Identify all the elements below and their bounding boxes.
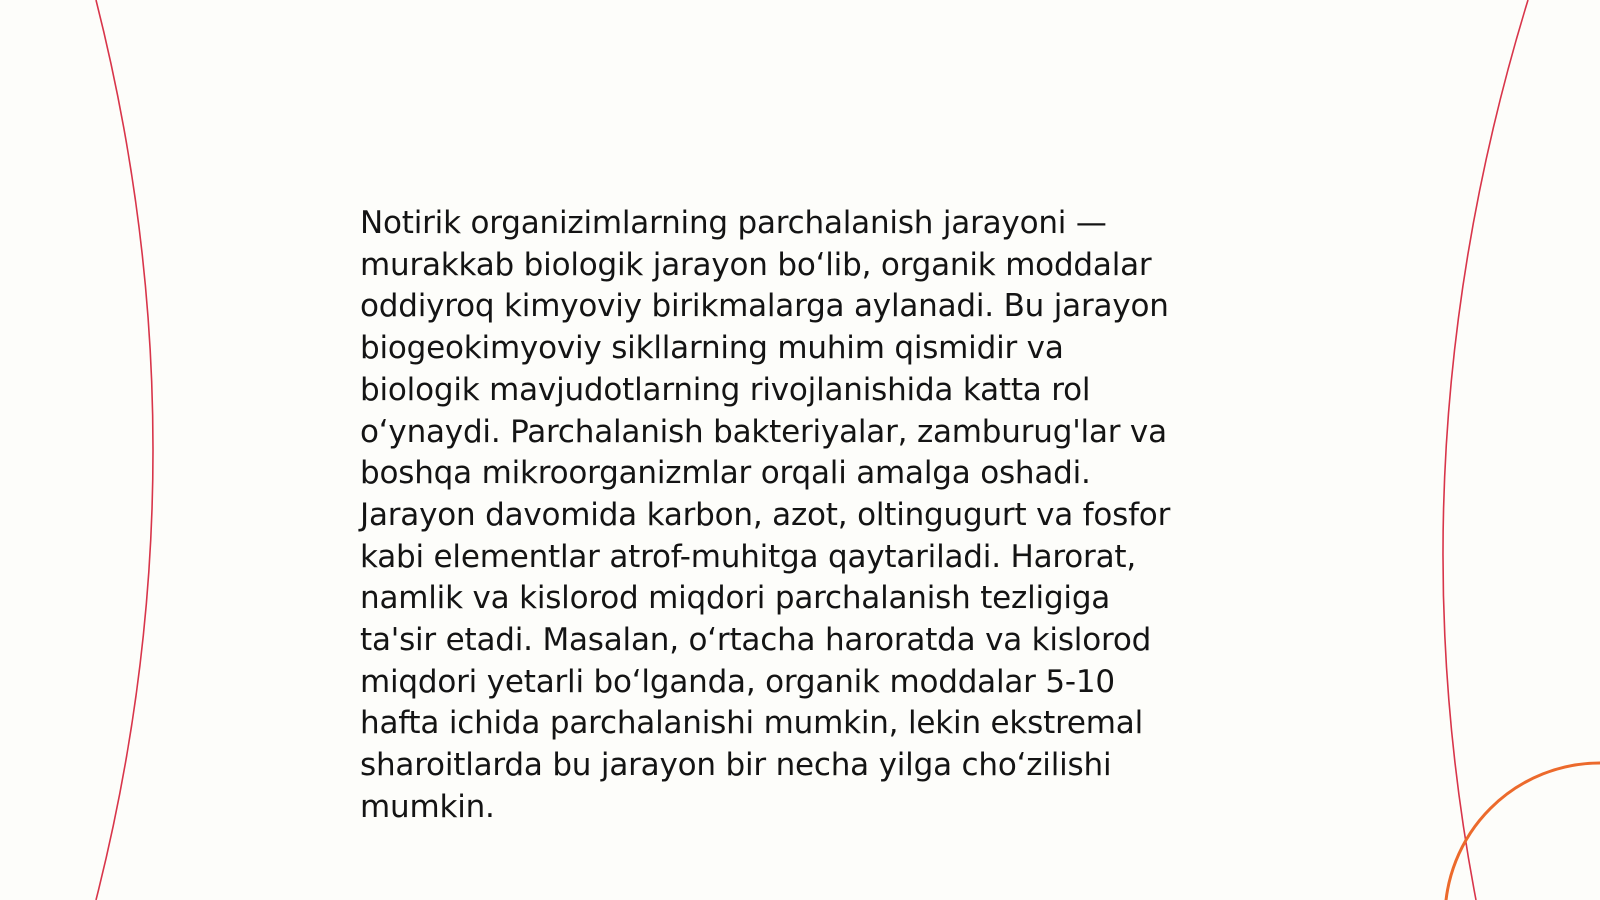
- corner-circle-arc: [1445, 763, 1600, 900]
- body-paragraph: Notirik organizimlarning parchalanish jarayoni — murakkab biologik jarayon bo‘lib, organik moddalar oddiyroq kimyoviy birikmalarga aylanadi. Bu jarayon biogeokimyoviy sikllarning muhim qismidir va biologik mavjudotlarning rivojlanishida katta rol o‘ynaydi. Parchalanish bakteriyalar, zamburug'lar va boshqa mikroorganizmlar orqali amalga oshadi. Jarayon davomida karbon, azot, oltingugurt va fosfor kabi elementlar atrof-muhitga qaytariladi. Harorat, namlik va kislorod miqdori parchalanish tezligiga ta'sir etadi. Masalan, o‘rtacha haroratda va kislorod miqdori yetarli bo‘lganda, organik moddalar 5-10 hafta ichida parchalanishi mumkin, lekin ekstremal sharoitlarda bu jarayon bir necha yilga cho‘zilishi mumkin.: [360, 205, 1171, 825]
- left-arc: [96, 0, 153, 900]
- right-arc: [1443, 0, 1528, 900]
